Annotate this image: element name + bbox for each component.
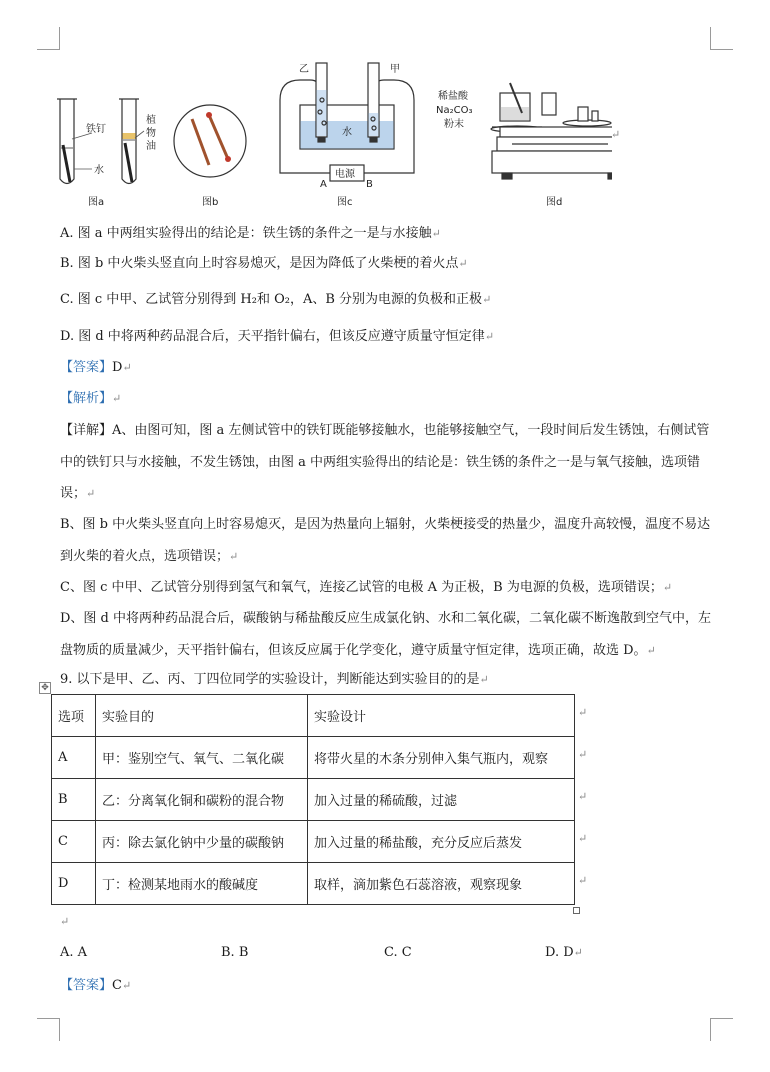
table-cell: C	[52, 821, 96, 863]
fig-a-oil-label: 植	[146, 115, 156, 126]
table-header-row	[52, 695, 575, 737]
fig-a-caption: 图a	[88, 197, 105, 208]
row-end-mark: ↵	[578, 832, 588, 845]
table-cell: 加入过量的稀硫酸，过滤	[308, 779, 575, 821]
answer-9-line: 【答案】C↵	[60, 978, 132, 993]
option-b: B. 图 b 中火柴头竖直向上时容易熄灭，是因为降低了火柴梗的着火点↵	[60, 256, 468, 271]
table-header-cell: 选项	[52, 695, 96, 737]
fig-d-caption: 图d	[546, 197, 563, 208]
fig-a-oil-label: 油	[146, 141, 156, 152]
table-cell: D	[52, 863, 96, 905]
table-move-handle-icon[interactable]: ✥	[39, 682, 51, 694]
table-cell: A	[52, 737, 96, 779]
fig-c-yi-label: 乙	[299, 64, 309, 75]
detail-paragraph-c: C、图 c 中甲、乙试管分别得到氢气和氧气，连接乙试管的电极 A 为正极，B 为电源的负极，选项错误；↵	[60, 580, 673, 595]
row-end-mark: ↵	[578, 790, 588, 803]
fig-b-caption: 图b	[202, 197, 219, 208]
option-9-a: A. A	[60, 945, 88, 960]
table-cell: 将带火星的木条分别伸入集气瓶内，观察	[308, 737, 575, 779]
row-end-mark: ↵	[578, 748, 588, 761]
option-d: D. 图 d 中将两种药品混合后，天平指针偏右，但该反应遵守质量守恒定律↵	[60, 329, 495, 344]
table-cell: 甲：鉴别空气、氧气、二氧化碳	[96, 737, 308, 779]
table-row	[52, 821, 575, 863]
experiment-figures	[52, 55, 612, 210]
table-cell: 丙：除去氯化钠中少量的碳酸钠	[96, 821, 308, 863]
table-row	[52, 779, 575, 821]
table-cell: B	[52, 779, 96, 821]
fig-c-water-label: 水	[342, 127, 352, 138]
table-row	[52, 737, 575, 779]
table-header-cell: 实验设计	[308, 695, 575, 737]
fig-c-jia-label: 甲	[390, 64, 400, 75]
figure-d	[491, 83, 612, 179]
fig-d-na2co3-label: Na₂CO₃	[436, 105, 473, 116]
row-end-mark: ↵	[578, 874, 588, 887]
option-9-d: D. D↵	[545, 945, 583, 960]
fig-a-oil-label: 物	[146, 128, 156, 139]
fig-d-powder-label: 粉末	[444, 119, 464, 130]
page-corner-mark	[37, 1018, 60, 1041]
fig-c-power-label: 电源	[335, 169, 355, 180]
table-resize-handle[interactable]	[573, 907, 580, 914]
option-a: A. 图 a 中两组实验得出的结论是：铁生锈的条件之一是与水接触↵	[60, 226, 441, 241]
fig-a-water-label: 水	[94, 165, 104, 176]
detail-paragraph-a: 【详解】A、由图可知，图 a 左侧试管中的铁钉既能够接触水，也能够接触空气，一段时间后发生锈蚀，右侧试管中的铁钉只与水接触，不发生锈蚀，由图 a 中两组实验得出的结论是：铁生锈的条件之一是与氧气接触，选项错误；↵	[60, 423, 710, 501]
page-corner-mark	[37, 27, 60, 50]
paragraph-mark: ↵	[611, 128, 621, 141]
fig-c-caption: 图c	[337, 197, 353, 208]
page-corner-mark	[710, 27, 733, 50]
table-cell: 丁：检测某地雨水的酸碱度	[96, 863, 308, 905]
table-cell: 加入过量的稀盐酸，充分反应后蒸发	[308, 821, 575, 863]
option-9-b: B. B	[221, 945, 249, 960]
detail-paragraph-d: D、图 d 中将两种药品混合后，碳酸钠与稀盐酸反应生成氯化钠、水和二氧化碳，二氧化碳不断逸散到空气中，左盘物质的质量减少，天平指针偏右，但该反应属于化学变化，遵守质量守恒定律，选项正确，故选 D。↵	[60, 611, 712, 658]
table-cell: 取样，滴加紫色石蕊溶液，观察现象	[308, 863, 575, 905]
figure-b	[174, 105, 246, 177]
fig-d-acid-label: 稀盐酸	[438, 91, 468, 102]
option-9-c: C. C	[384, 945, 412, 960]
fig-c-electrode-b: B	[366, 179, 373, 190]
option-c: C. 图 c 中甲、乙试管分别得到 H₂和 O₂，A、B 分别为电源的负极和正极↵	[60, 292, 492, 307]
table-header-cell: 实验目的	[96, 695, 308, 737]
paragraph-mark: ↵	[60, 915, 70, 928]
page-corner-mark	[710, 1018, 733, 1041]
analysis-heading: 【解析】↵	[60, 391, 122, 406]
fig-a-nail-label: 铁钉	[86, 124, 106, 135]
table-row	[52, 863, 575, 905]
experiment-table	[51, 694, 575, 905]
figure-c	[280, 63, 414, 181]
fig-c-electrode-a: A	[320, 179, 327, 190]
question-9: 9. 以下是甲、乙、丙、丁四位同学的实验设计，判断能达到实验目的的是↵	[60, 672, 489, 687]
detail-paragraph-b: B、图 b 中火柴头竖直向上时容易熄灭，是因为热量向上辐射，火柴梗接受的热量少，温度升高较慢，温度不易达到火柴的着火点，选项错误；↵	[60, 517, 711, 564]
answer-line: 【答案】D↵	[60, 360, 132, 375]
table-cell: 乙：分离氧化铜和碳粉的混合物	[96, 779, 308, 821]
row-end-mark: ↵	[578, 706, 588, 719]
